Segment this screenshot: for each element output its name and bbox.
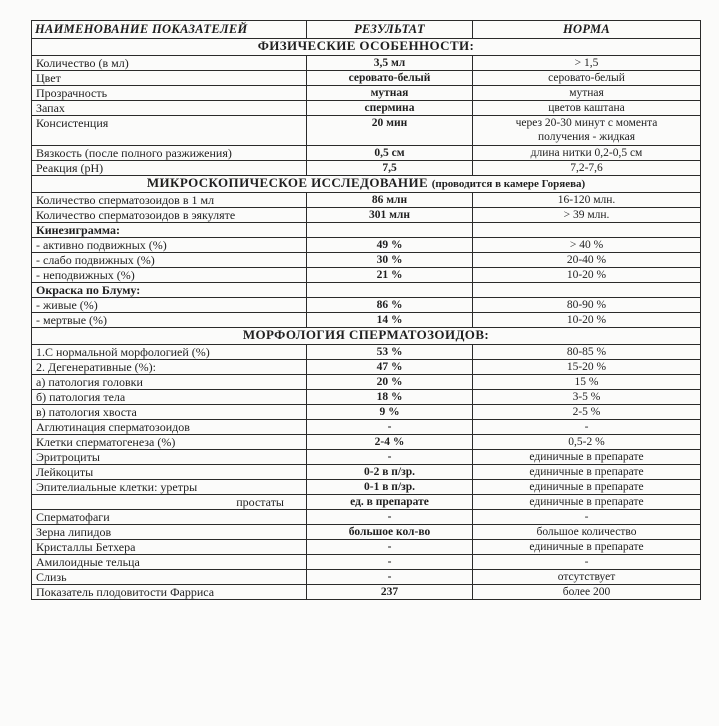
row-result: 237 (307, 585, 473, 600)
row-result: 0-2 в п/зр. (307, 465, 473, 480)
row-result: ед. в препарате (307, 495, 473, 510)
row-result: 0-1 в п/зр. (307, 480, 473, 495)
row-name: - мертвые (%) (32, 313, 307, 328)
subsection-row-kinesigram (32, 223, 701, 238)
row-norm: > 39 млн. (473, 208, 701, 223)
table-row (32, 345, 701, 360)
row-result: мутная (307, 86, 473, 101)
row-norm: 20-40 % (473, 253, 701, 268)
row-result: - (307, 540, 473, 555)
row-result: 20 % (307, 375, 473, 390)
row-norm-line-2: получения - жидкая (537, 131, 636, 143)
row-name: Запах (32, 101, 307, 116)
row-result: 53 % (307, 345, 473, 360)
row-norm: 0,5-2 % (473, 435, 701, 450)
section-row-physical (32, 39, 701, 56)
row-norm-multiline (473, 116, 701, 146)
row-norm: мутная (473, 86, 701, 101)
row-norm: отсутствует (473, 570, 701, 585)
row-name: Аглютинация сперматозоидов (32, 420, 307, 435)
row-norm-line-1: через 20-30 минут с момента (515, 117, 658, 129)
section-title-microscopic (32, 176, 701, 193)
row-norm: единичные в препарате (473, 465, 701, 480)
row-name: Слизь (32, 570, 307, 585)
table-row (32, 116, 701, 146)
table-row (32, 193, 701, 208)
row-norm: 16-120 млн. (473, 193, 701, 208)
row-name: - неподвижных (%) (32, 268, 307, 283)
row-norm: единичные в препарате (473, 495, 701, 510)
section-row-microscopic (32, 176, 701, 193)
row-name: Количество сперматозоидов в 1 мл (32, 193, 307, 208)
empty-cell (473, 223, 701, 238)
row-result: 86 % (307, 298, 473, 313)
row-name: Вязкость (после полного разжижения) (32, 146, 307, 161)
subsection-title-kinesigram: Кинезиграмма: (32, 223, 307, 238)
row-norm: серовато-белый (473, 71, 701, 86)
row-name: в) патология хвоста (32, 405, 307, 420)
section-row-morphology (32, 328, 701, 345)
column-header-norm: НОРМА (473, 21, 701, 39)
row-result: серовато-белый (307, 71, 473, 86)
row-norm: - (473, 420, 701, 435)
row-norm: 3-5 % (473, 390, 701, 405)
table-row (32, 253, 701, 268)
row-norm: > 40 % (473, 238, 701, 253)
row-name: а) патология головки (32, 375, 307, 390)
subsection-row-blum (32, 283, 701, 298)
semen-analysis-table (31, 20, 701, 600)
row-result: - (307, 570, 473, 585)
row-norm: 2-5 % (473, 405, 701, 420)
row-name: Реакция (pH) (32, 161, 307, 176)
row-result: 3,5 мл (307, 56, 473, 71)
table-row (32, 375, 701, 390)
row-norm: - (473, 510, 701, 525)
table-row (32, 405, 701, 420)
table-row (32, 390, 701, 405)
row-norm: единичные в препарате (473, 540, 701, 555)
row-norm: большое количество (473, 525, 701, 540)
row-name: 2. Дегенеративные (%): (32, 360, 307, 375)
row-name: - живые (%) (32, 298, 307, 313)
row-name: Количество (в мл) (32, 56, 307, 71)
row-norm: цветов каштана (473, 101, 701, 116)
row-result: 2-4 % (307, 435, 473, 450)
row-norm: - (473, 555, 701, 570)
row-name: Кристаллы Бетхера (32, 540, 307, 555)
row-norm: 10-20 % (473, 313, 701, 328)
row-name: Показатель плодовитости Фарриса (32, 585, 307, 600)
row-norm: 15-20 % (473, 360, 701, 375)
table-row (32, 555, 701, 570)
row-result: - (307, 555, 473, 570)
table-row (32, 510, 701, 525)
table-row (32, 161, 701, 176)
table-row (32, 146, 701, 161)
row-norm: единичные в препарате (473, 480, 701, 495)
table-row (32, 208, 701, 223)
row-result: спермина (307, 101, 473, 116)
table-row (32, 313, 701, 328)
row-norm: 10-20 % (473, 268, 701, 283)
row-name: - активно подвижных (%) (32, 238, 307, 253)
row-result: 14 % (307, 313, 473, 328)
empty-cell (307, 223, 473, 238)
empty-cell (473, 283, 701, 298)
row-name: Консистенция (32, 116, 307, 146)
row-name: Зерна липидов (32, 525, 307, 540)
row-result: 301 млн (307, 208, 473, 223)
table-row (32, 101, 701, 116)
section-title-physical: ФИЗИЧЕСКИЕ ОСОБЕННОСТИ: (32, 39, 701, 56)
row-result: 0,5 см (307, 146, 473, 161)
row-norm: 7,2-7,6 (473, 161, 701, 176)
row-name: Лейкоциты (32, 465, 307, 480)
row-result: 18 % (307, 390, 473, 405)
table-row (32, 495, 701, 510)
row-norm: единичные в препарате (473, 450, 701, 465)
table-row (32, 465, 701, 480)
empty-cell (307, 283, 473, 298)
table-row (32, 585, 701, 600)
table-row (32, 570, 701, 585)
row-result: большое кол-во (307, 525, 473, 540)
table-row (32, 450, 701, 465)
row-result: - (307, 450, 473, 465)
row-result: 47 % (307, 360, 473, 375)
row-result: 30 % (307, 253, 473, 268)
table-row (32, 420, 701, 435)
row-name: Сперматофаги (32, 510, 307, 525)
row-result: 86 млн (307, 193, 473, 208)
column-header-name: НАИМЕНОВАНИЕ ПОКАЗАТЕЛЕЙ (32, 21, 307, 39)
row-name: б) патология тела (32, 390, 307, 405)
section-title-microscopic-text: МИКРОСКОПИЧЕСКОЕ ИССЛЕДОВАНИЕ (146, 175, 429, 190)
row-name: Количество сперматозоидов в эякуляте (32, 208, 307, 223)
table-row (32, 71, 701, 86)
table-row (32, 525, 701, 540)
row-result: 49 % (307, 238, 473, 253)
table-row (32, 86, 701, 101)
table-row (32, 268, 701, 283)
row-result: 21 % (307, 268, 473, 283)
row-name: - слабо подвижных (%) (32, 253, 307, 268)
row-result: - (307, 510, 473, 525)
row-norm: длина нитки 0,2-0,5 см (473, 146, 701, 161)
row-result: 7,5 (307, 161, 473, 176)
table-row (32, 56, 701, 71)
section-title-morphology: МОРФОЛОГИЯ СПЕРМАТОЗОИДОВ: (32, 328, 701, 345)
row-name: 1.С нормальной морфологией (%) (32, 345, 307, 360)
table-row (32, 480, 701, 495)
row-name: Прозрачность (32, 86, 307, 101)
row-norm: более 200 (473, 585, 701, 600)
row-name: Амилоидные тельца (32, 555, 307, 570)
row-norm: 15 % (473, 375, 701, 390)
row-result: 20 мин (307, 116, 473, 146)
row-name: простаты (32, 495, 307, 510)
row-result: - (307, 420, 473, 435)
table-row (32, 435, 701, 450)
row-norm: > 1,5 (473, 56, 701, 71)
row-name: Эритроциты (32, 450, 307, 465)
table-row (32, 360, 701, 375)
subsection-title-blum: Окраска по Блуму: (32, 283, 307, 298)
table-row (32, 238, 701, 253)
row-name: Эпителиальные клетки: уретры (32, 480, 307, 495)
table-row (32, 298, 701, 313)
section-title-microscopic-note: (проводится в камере Горяева) (431, 178, 586, 190)
row-norm: 80-85 % (473, 345, 701, 360)
row-name: Цвет (32, 71, 307, 86)
row-name: Клетки сперматогенеза (%) (32, 435, 307, 450)
table-row (32, 540, 701, 555)
row-norm: 80-90 % (473, 298, 701, 313)
table-header-row (32, 21, 701, 39)
row-result: 9 % (307, 405, 473, 420)
column-header-result: РЕЗУЛЬТАТ (307, 21, 473, 39)
